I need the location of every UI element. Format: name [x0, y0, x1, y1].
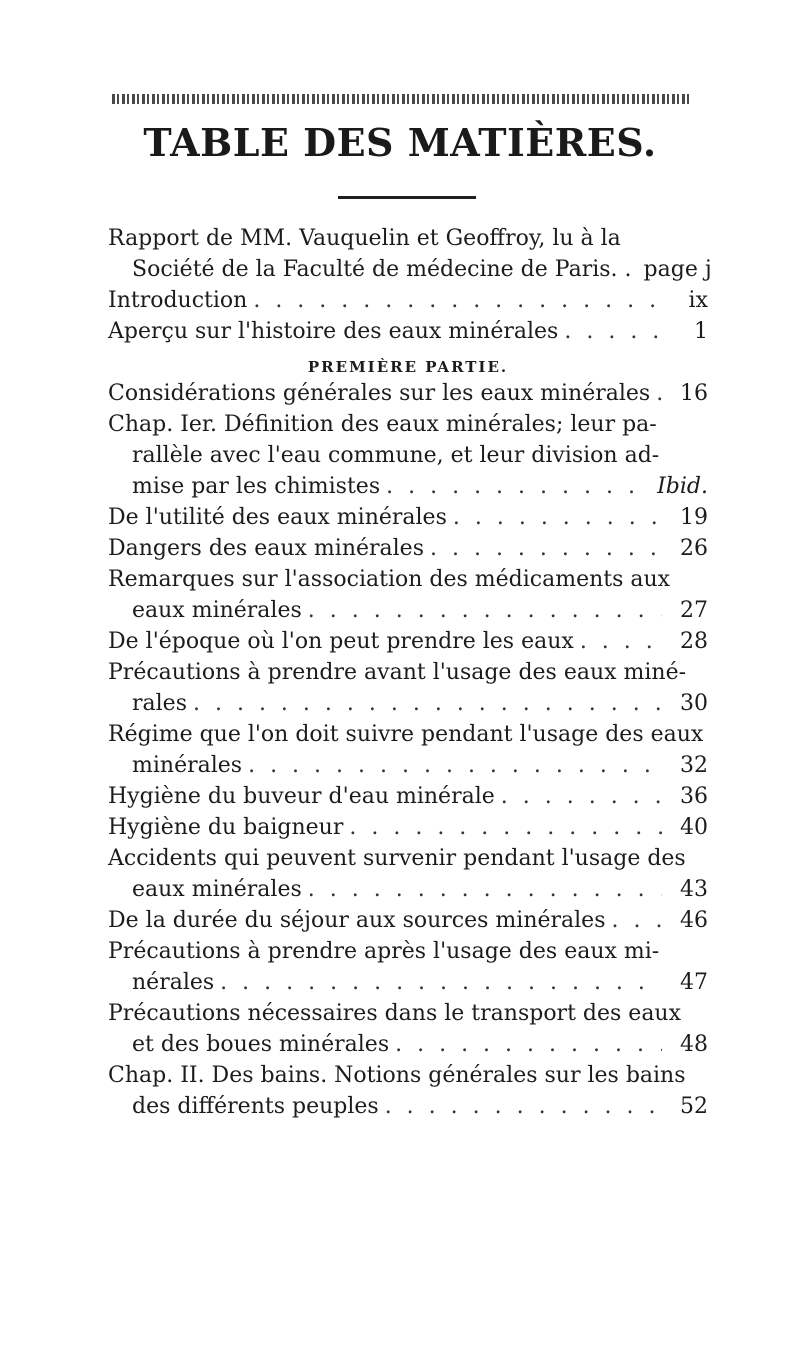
- toc-entry-line: [108, 1032, 708, 1063]
- toc-entry-text: Précautions à prendre avant l'usage des eaux miné-: [108, 660, 687, 685]
- toc-entry: [108, 660, 708, 722]
- toc-entry-line: [108, 660, 708, 691]
- toc-page-number: 27: [680, 598, 708, 623]
- toc-page-number: 16: [680, 381, 708, 406]
- toc-entry-text: nérales: [132, 970, 215, 995]
- header-ornament: [112, 94, 692, 104]
- dot-leader: [385, 1094, 662, 1119]
- dot-leader: [501, 784, 662, 809]
- toc-page-number: 30: [680, 691, 708, 716]
- dot-leader: [564, 319, 662, 344]
- toc-page-number: 52: [680, 1094, 708, 1119]
- toc-entry-text: Considérations générales sur les eaux minérales: [108, 381, 651, 406]
- toc-entry-text: mise par les chimistes: [132, 474, 381, 499]
- toc-page-number: 36: [680, 784, 708, 809]
- toc-entry: [108, 319, 708, 350]
- toc-entry-text: Hygiène du baigneur: [108, 815, 344, 840]
- toc-entry: [108, 381, 708, 412]
- toc-entry-line: [108, 288, 708, 319]
- toc-entry: [108, 815, 708, 846]
- toc-entry-line: [108, 629, 708, 660]
- toc-entry-text: Accidents qui peuvent survenir pendant l'usage des: [108, 846, 686, 871]
- toc-entry-text: Société de la Faculté de médecine de Paris. .: [132, 257, 632, 282]
- toc-entry: [108, 908, 708, 939]
- dot-leader: [430, 536, 662, 561]
- toc-page-number: 47: [680, 970, 708, 995]
- toc-entry-line: [108, 226, 708, 257]
- toc-entry: [108, 505, 708, 536]
- toc-entry: [108, 846, 708, 908]
- toc-entry-text: rales: [132, 691, 187, 716]
- toc-entry-text: des différents peuples: [132, 1094, 379, 1119]
- table-of-contents: [108, 226, 712, 1125]
- toc-entry-line: [108, 877, 708, 908]
- toc-entry-text: rallèle avec l'eau commune, et leur division ad-: [132, 443, 660, 468]
- toc-page-number: 1: [694, 319, 708, 344]
- toc-entry: [108, 629, 708, 660]
- toc-page-number: Ibid.: [657, 474, 708, 499]
- toc-entry-line: [108, 939, 708, 970]
- dot-leader: [656, 381, 662, 406]
- toc-entry-text: eaux minérales: [132, 877, 302, 902]
- toc-entry-line: [108, 691, 708, 722]
- toc-entry: [108, 784, 708, 815]
- dot-leader: [453, 505, 662, 530]
- toc-entry: [108, 536, 708, 567]
- toc-entry-text: Introduction: [108, 288, 248, 313]
- toc-page-number: 43: [680, 877, 708, 902]
- toc-entry-text: Précautions nécessaires dans le transport des eaux: [108, 1001, 682, 1026]
- toc-entry: [108, 722, 708, 784]
- toc-entry-text: et des boues minérales: [132, 1032, 390, 1057]
- dot-leader: [349, 815, 662, 840]
- toc-page-number: 46: [680, 908, 708, 933]
- toc-entry-text: De l'époque où l'on peut prendre les eaux: [108, 629, 574, 654]
- toc-entry-line: [108, 381, 708, 412]
- toc-entry-line: [108, 1001, 708, 1032]
- toc-page-number: 40: [680, 815, 708, 840]
- toc-entry-line: [108, 443, 708, 474]
- dot-leader: [386, 474, 651, 499]
- toc-entry-line: [108, 815, 708, 846]
- toc-entry-line: [108, 908, 708, 939]
- toc-entry: [108, 1063, 708, 1125]
- toc-entry-line: [108, 319, 708, 350]
- dot-leader: [612, 908, 663, 933]
- dot-leader: [193, 691, 662, 716]
- toc-page-number: 26: [680, 536, 708, 561]
- dot-leader: [580, 629, 662, 654]
- dot-leader: [308, 598, 662, 623]
- toc-entry-line: [108, 536, 708, 567]
- toc-page-number: 28: [680, 629, 708, 654]
- toc-entry: [108, 1001, 708, 1063]
- toc-entry-text: Aperçu sur l'histoire des eaux minérales: [108, 319, 559, 344]
- toc-entry: [108, 412, 708, 505]
- dot-leader: [308, 877, 662, 902]
- page-title: TABLE DES MATIÈRES.: [143, 120, 657, 165]
- toc-entry-line: [108, 567, 708, 598]
- section-heading: PREMIÈRE PARTIE.: [307, 358, 509, 376]
- toc-entry: [108, 939, 708, 1001]
- dot-leader: [220, 970, 662, 995]
- toc-entry-text: eaux minérales: [132, 598, 302, 623]
- toc-entry-text: Précautions à prendre après l'usage des eaux mi-: [108, 939, 660, 964]
- toc-page-number: 19: [680, 505, 708, 530]
- toc-page-number: page j: [643, 257, 712, 282]
- toc-entry-text: Remarques sur l'association des médicaments aux: [108, 567, 671, 592]
- toc-entry-text: Chap. II. Des bains. Notions générales sur les bains: [108, 1063, 686, 1088]
- toc-entry-text: De l'utilité des eaux minérales: [108, 505, 447, 530]
- dot-leader: [253, 288, 662, 313]
- toc-page-number: ix: [688, 288, 708, 313]
- toc-entry-text: Chap. Ier. Définition des eaux minérales; leur pa-: [108, 412, 657, 437]
- toc-entry: [108, 226, 712, 288]
- toc-page-number: 32: [680, 753, 708, 778]
- toc-entry-line: [108, 1063, 708, 1094]
- title-rule: [338, 196, 476, 199]
- toc-entry-line: [108, 412, 708, 443]
- toc-entry-text: Régime que l'on doit suivre pendant l'usage des eaux: [108, 722, 704, 747]
- toc-entry-text: minérales: [132, 753, 243, 778]
- toc-entry-line: [108, 474, 708, 505]
- toc-entry-line: [108, 257, 712, 288]
- toc-entry-line: [108, 970, 708, 1001]
- toc-entry-line: [108, 846, 708, 877]
- toc-entry: [108, 567, 708, 629]
- toc-entry-text: Dangers des eaux minérales: [108, 536, 424, 561]
- toc-entry-text: Rapport de MM. Vauquelin et Geoffroy, lu à la: [108, 226, 621, 251]
- toc-entry-text: De la durée du séjour aux sources minérales: [108, 908, 606, 933]
- dot-leader: [248, 753, 662, 778]
- toc-entry-line: [108, 505, 708, 536]
- toc-entry-line: [108, 1094, 708, 1125]
- toc-page-number: 48: [680, 1032, 708, 1057]
- toc-entry-line: [108, 784, 708, 815]
- dot-leader: [395, 1032, 662, 1057]
- toc-entry-line: [108, 753, 708, 784]
- toc-entry-line: [108, 598, 708, 629]
- toc-entry-text: Hygiène du buveur d'eau minérale: [108, 784, 495, 809]
- toc-entry-line: [108, 722, 708, 753]
- toc-entry: [108, 288, 708, 319]
